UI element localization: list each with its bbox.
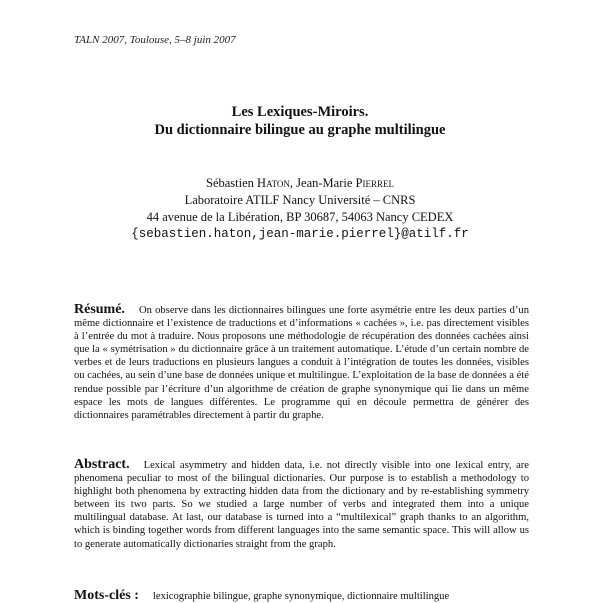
author-1-first: Sébastien bbox=[206, 176, 258, 190]
abstract-section bbox=[74, 458, 529, 551]
author-2-last: Pierrel bbox=[355, 176, 394, 190]
resume-text: On observe dans les dictionnaires bilingues une forte asymétrie entre les deux parties d’un même dictionnaire et l’existence de traductions et d’informations « cachées », i.e. pas directement visibles à l’entrée du mot à traduire. Nous proposons une méthodologie de récupération des données cachées ainsi que la « symétrisation » du dictionnaire grâce à un traitement automatique. L’étude d’un certain nombre de verbes et de leurs traductions en plusieurs langues a conduit à l’intégration de toutes les données, visibles ou cachées, au sein d’une base de données unique et multilingue. L’exploitation de la base de données a été rendue possible par l’écriture d’un algorithme de création de graphe synonymique qui lie dans un même espace les mots de langues différentes. Le programme qui en découle permettra de générer des dictionnaires paramétrables directement à partir du graphe. bbox=[74, 305, 529, 421]
author-2-first: Jean-Marie bbox=[296, 176, 356, 190]
keywords-heading: Mots-clés : bbox=[74, 588, 139, 603]
abstract-heading: Abstract. bbox=[74, 457, 130, 472]
resume-heading: Résumé. bbox=[74, 302, 125, 317]
keywords-text: lexicographie bilingue, graphe synonymique, dictionnaire multilingue bbox=[152, 591, 450, 602]
author-separator: , bbox=[289, 176, 297, 190]
title-line-1: Les Lexiques-Miroirs. bbox=[231, 104, 369, 120]
author-names bbox=[0, 175, 600, 192]
abstract-text: Lexical asymmetry and hidden data, i.e. not directly visible into one lexical entry, are phenomena peculiar to most of the bilingual dictionaries. Our purpose is to establish a methodology to highlight both phenomena by extracting hidden data from the dictionary and by re-establishing symmetry between its two parts. So we studied a large number of verbs and integrated them into a unique multilingual database. At last, our database is turned into a “multilexical” graph thanks to an algorithm, which is binding together words from different languages into the same semantic space. This will allow us to generate automatically dictionaries straight from the graph. bbox=[74, 460, 529, 550]
author-1-last: Haton bbox=[257, 176, 290, 190]
author-block bbox=[0, 175, 600, 243]
affiliation: Laboratoire ATILF Nancy Université – CNRS bbox=[184, 193, 416, 207]
address: 44 avenue de la Libération, BP 30687, 54063 Nancy CEDEX bbox=[146, 210, 454, 224]
title-line-2: Du dictionnaire bilingue au graphe multilingue bbox=[154, 122, 446, 138]
conference-header: TALN 2007, Toulouse, 5–8 juin 2007 bbox=[74, 34, 236, 46]
email: {sebastien.haton,jean-marie.pierrel}@atilf.fr bbox=[131, 227, 469, 241]
keywords-section bbox=[74, 589, 529, 603]
paper-title bbox=[0, 103, 600, 139]
resume-section bbox=[74, 303, 529, 422]
